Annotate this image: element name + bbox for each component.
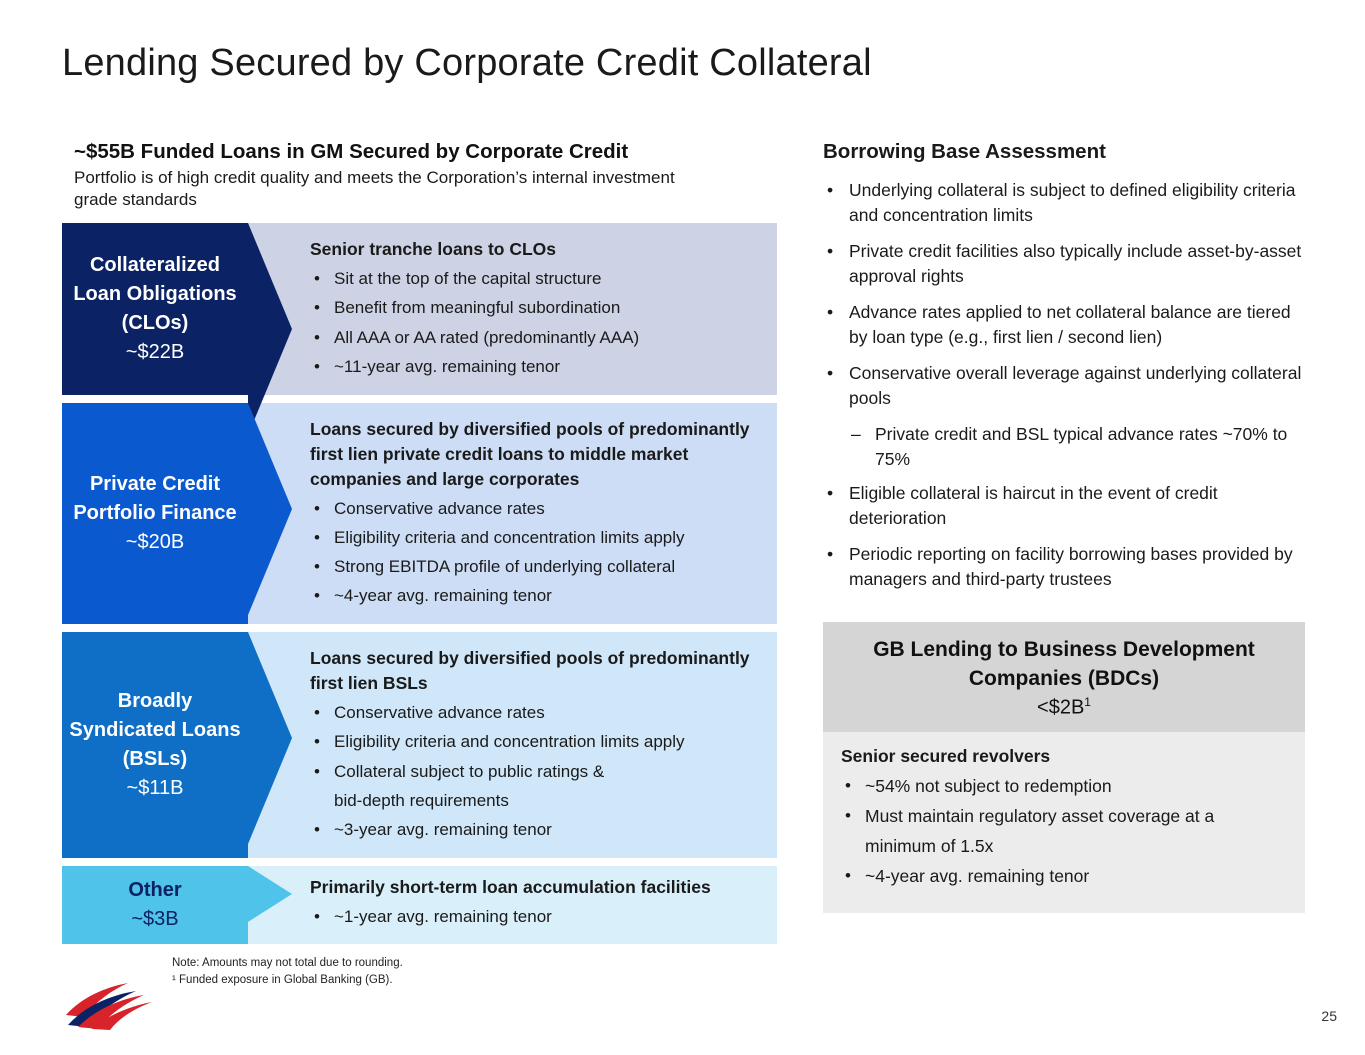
band-other-body [248, 866, 777, 944]
list-item: • All AAA or AA rated (predominantly AAA) [310, 323, 763, 352]
list-item: • Periodic reporting on facility borrowing bases provided by managers and third-party trustees [823, 542, 1313, 592]
footnote-rounding: Note: Amounts may not total due to rounding. [172, 957, 403, 969]
band-bsl-amount: ~$11B [126, 777, 184, 800]
band-bsl-label [62, 632, 248, 858]
list-item: • Strong EBITDA profile of underlying collateral [310, 552, 763, 581]
bdc-box-bullets [841, 771, 1287, 891]
band-private-credit-bullets [310, 494, 763, 611]
band-clo-bullets [310, 264, 763, 381]
bdc-box-body [823, 732, 1305, 913]
band-bsl-title: Broadly Syndicated Loans (BSLs) [69, 690, 241, 771]
band-other-amount: ~$3B [131, 908, 179, 931]
list-item-continuation: bid-depth requirements [334, 790, 509, 810]
band-other-title: Other [128, 879, 182, 902]
list-item: • ~4-year avg. remaining tenor [310, 581, 763, 610]
band-clo [62, 223, 777, 395]
band-clo-amount: ~$22B [125, 341, 185, 364]
band-private-credit [62, 403, 777, 624]
band-clo-body [248, 223, 777, 395]
footnotes [172, 955, 403, 988]
bdc-box-amount-value: <$2B [1037, 696, 1085, 719]
bdc-box-amount [833, 695, 1295, 720]
band-clo-title: Collateralized Loan Obligations (CLOs) [73, 254, 237, 335]
list-item: • Eligible collateral is haircut in the event of credit deterioration [823, 481, 1313, 531]
band-private-credit-body [248, 403, 777, 624]
band-bsl [62, 632, 777, 858]
left-subheading: Portfolio is of high credit quality and meets the Corporation’s internal investment grade standards [74, 168, 675, 210]
band-other-bullets [310, 902, 763, 931]
right-column [823, 140, 1313, 603]
bdc-box-header [823, 622, 1305, 732]
list-item: • ~4-year avg. remaining tenor [841, 861, 1287, 891]
list-item: • Underlying collateral is subject to defined eligibility criteria and concentration limits [823, 178, 1313, 228]
band-clo-body-head: Senior tranche loans to CLOs [310, 239, 557, 260]
list-item: • ~11-year avg. remaining tenor [310, 352, 763, 381]
list-item: • Conservative advance rates [310, 494, 763, 523]
list-item: • Private credit facilities also typically include asset-by-asset approval rights [823, 239, 1313, 289]
bdc-box-title: GB Lending to Business Development Companies (BDCs) [873, 638, 1255, 690]
band-other-body-head: Primarily short-term loan accumulation facilities [310, 877, 711, 898]
list-item: • ~3-year avg. remaining tenor [310, 815, 763, 844]
list-item: • Eligibility criteria and concentration limits apply [310, 523, 763, 552]
list-item: • Collateral subject to public ratings & [310, 757, 763, 786]
left-heading: ~$55B Funded Loans in GM Secured by Corporate Credit [74, 140, 629, 163]
right-heading: Borrowing Base Assessment [823, 140, 1106, 163]
company-logo [62, 975, 158, 1031]
footnote-gb: ¹ Funded exposure in Global Banking (GB). [172, 973, 393, 986]
band-private-credit-label [62, 403, 248, 624]
list-item: • Eligibility criteria and concentration limits apply [310, 727, 763, 756]
list-item: • Conservative overall leverage against underlying collateral pools [823, 361, 1313, 411]
borrowing-base-bullets [823, 178, 1313, 592]
band-clo-label [62, 223, 248, 395]
list-item: • Benefit from meaningful subordination [310, 293, 763, 322]
band-bsl-body-head: Loans secured by diversified pools of predominantly first lien BSLs [310, 648, 750, 694]
band-private-credit-title: Private Credit Portfolio Finance [73, 473, 237, 525]
band-private-credit-amount: ~$20B [125, 531, 185, 554]
list-item: • ~1-year avg. remaining tenor [310, 902, 763, 931]
list-item: • Sit at the top of the capital structure [310, 264, 763, 293]
left-column [62, 140, 777, 952]
page-title: Lending Secured by Corporate Credit Collateral [62, 42, 872, 84]
band-private-credit-body-head: Loans secured by diversified pools of predominantly first lien private credit loans to middle market companies and large corporates [310, 418, 750, 489]
list-item-sub: – Private credit and BSL typical advance rates ~70% to 75% [845, 422, 1313, 472]
band-bsl-bullets [310, 698, 763, 844]
band-other-label [62, 866, 248, 944]
list-item: • Must maintain regulatory asset coverage at a minimum of 1.5x [841, 801, 1287, 861]
list-item: • ~54% not subject to redemption [841, 771, 1287, 801]
bdc-box [823, 622, 1305, 913]
bdc-box-amount-footnote-marker: 1 [1084, 694, 1091, 709]
band-bsl-body [248, 632, 777, 858]
list-item: • Conservative advance rates [310, 698, 763, 727]
page-number: 25 [1321, 1008, 1337, 1024]
list-item: • Advance rates applied to net collateral balance are tiered by loan type (e.g., first lien / second lien) [823, 300, 1313, 350]
band-other [62, 866, 777, 944]
bdc-box-body-head: Senior secured revolvers [841, 745, 1051, 766]
